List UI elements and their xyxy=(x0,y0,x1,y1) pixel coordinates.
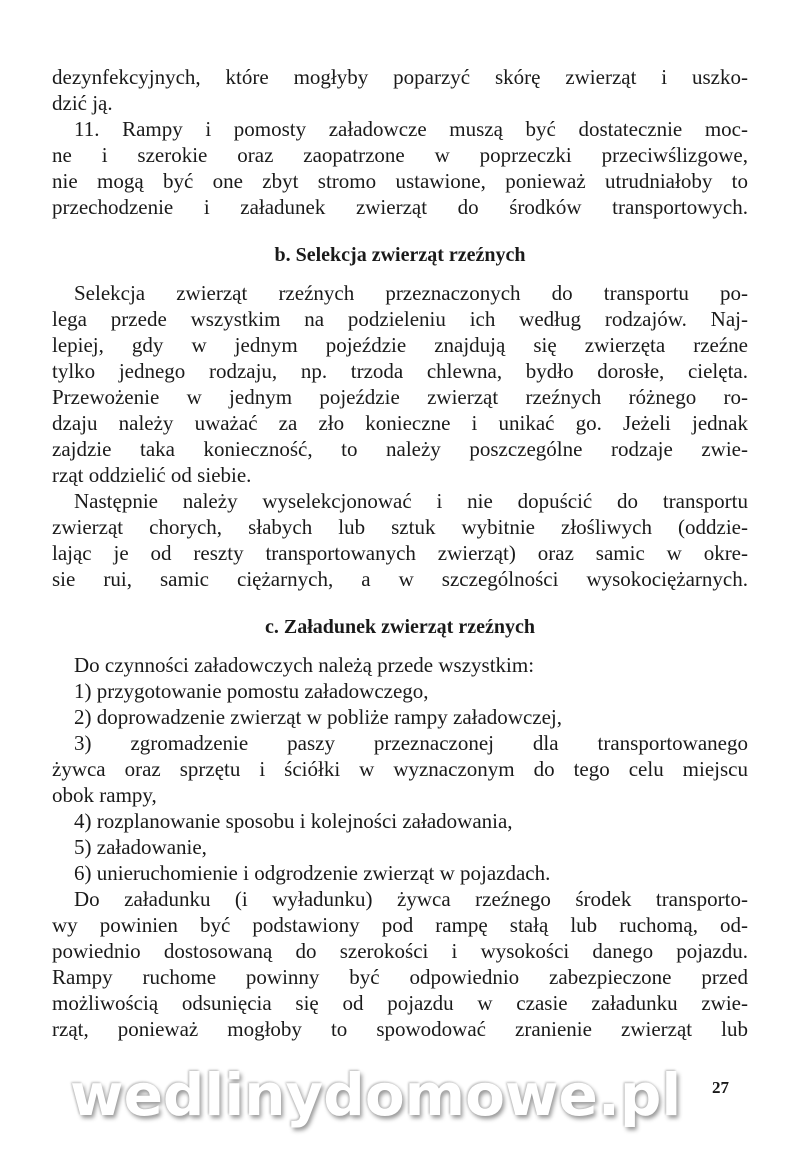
text-line: żywca oraz sprzętu i ściółki w wyznaczonym do tego celu miejscu xyxy=(52,757,748,781)
text-line: Do czynności załadowczych należą przede wszystkim: xyxy=(74,653,535,677)
text-line: dzaju należy uważać za zło konieczne i unikać go. Jeżeli jednak xyxy=(52,411,748,435)
text-line: lepiej, gdy w jednym pojeździe znajdują się zwierzęta rzeźne xyxy=(52,333,748,357)
text-line: 2) doprowadzenie zwierząt w pobliże rampy załadowczej, xyxy=(74,705,563,729)
text-line: sie rui, samic ciężarnych, a w szczególności wysokociężarnych. xyxy=(52,567,748,591)
watermark: wedlinydomowe.pl xyxy=(70,1061,682,1129)
text-line: Do załadunku (i wyładunku) żywca rzeźnego środek transporto- xyxy=(74,887,748,911)
page-body xyxy=(52,64,748,1042)
text-line: dezynfekcyjnych, które mogłyby poparzyć skórę zwierząt i uszko- xyxy=(52,65,748,89)
text-line: lając je od reszty transportowanych zwierząt) oraz samic w okre- xyxy=(52,541,748,565)
text-line: Następnie należy wyselekcjonować i nie dopuścić do transportu xyxy=(74,489,748,513)
text-line: powiednio dostosowaną do szerokości i wysokości danego pojazdu. xyxy=(52,939,748,963)
text-line: rząt oddzielić od siebie. xyxy=(52,463,252,487)
text-line: Rampy ruchome powinny być odpowiednio zabezpieczone przed xyxy=(52,965,748,989)
text-line: nie mogą być one zbyt stromo ustawione, ponieważ utrudniałoby to xyxy=(52,169,748,193)
text-line: zwierząt chorych, słabych lub sztuk wybitnie złośliwych (oddzie- xyxy=(52,515,748,539)
text-line: dzić ją. xyxy=(52,91,113,115)
text-line: 3) zgromadzenie paszy przeznaczonej dla transportowanego xyxy=(74,731,748,755)
text-line: obok rampy, xyxy=(52,783,157,807)
text-line: Przewożenie w jednym pojeździe zwierząt rzeźnych różnego ro- xyxy=(52,385,748,409)
text-line: rząt, ponieważ mogłoby to spowodować zranienie zwierząt lub xyxy=(52,1017,748,1041)
text-line: zajdzie taka konieczność, to należy poszczególne rodzaje zwie- xyxy=(52,437,748,461)
text-line: 11. Rampy i pomosty załadowcze muszą być dostatecznie moc- xyxy=(74,117,748,141)
text-line: ne i szerokie oraz zaopatrzone w poprzeczki przeciwślizgowe, xyxy=(52,143,748,167)
text-line: 4) rozplanowanie sposobu i kolejności załadowania, xyxy=(74,809,513,833)
text-line: 6) unieruchomienie i odgrodzenie zwierząt w pojazdach. xyxy=(74,861,551,885)
text-line: 5) załadowanie, xyxy=(74,835,207,859)
section-heading: b. Selekcja zwierząt rzeźnych xyxy=(274,244,526,266)
text-line: 1) przygotowanie pomostu załadowczego, xyxy=(74,679,429,703)
section-heading: c. Załadunek zwierząt rzeźnych xyxy=(265,616,535,638)
text-line: tylko jednego rodzaju, np. trzoda chlewna, bydło dorosłe, cielęta. xyxy=(52,359,748,383)
text-line: lega przede wszystkim na podzieleniu ich według rodzajów. Naj- xyxy=(52,307,748,331)
text-line: Selekcja zwierząt rzeźnych przeznaczonych do transportu po- xyxy=(74,281,748,305)
text-line: przechodzenie i załadunek zwierząt do środków transportowych. xyxy=(52,195,748,219)
text-line: wy powinien być podstawiony pod rampę stałą lub ruchomą, od- xyxy=(52,913,748,937)
page-number: 27 xyxy=(712,1078,729,1097)
text-line: możliwością odsunięcia się od pojazdu w czasie załadunku zwie- xyxy=(52,991,748,1015)
